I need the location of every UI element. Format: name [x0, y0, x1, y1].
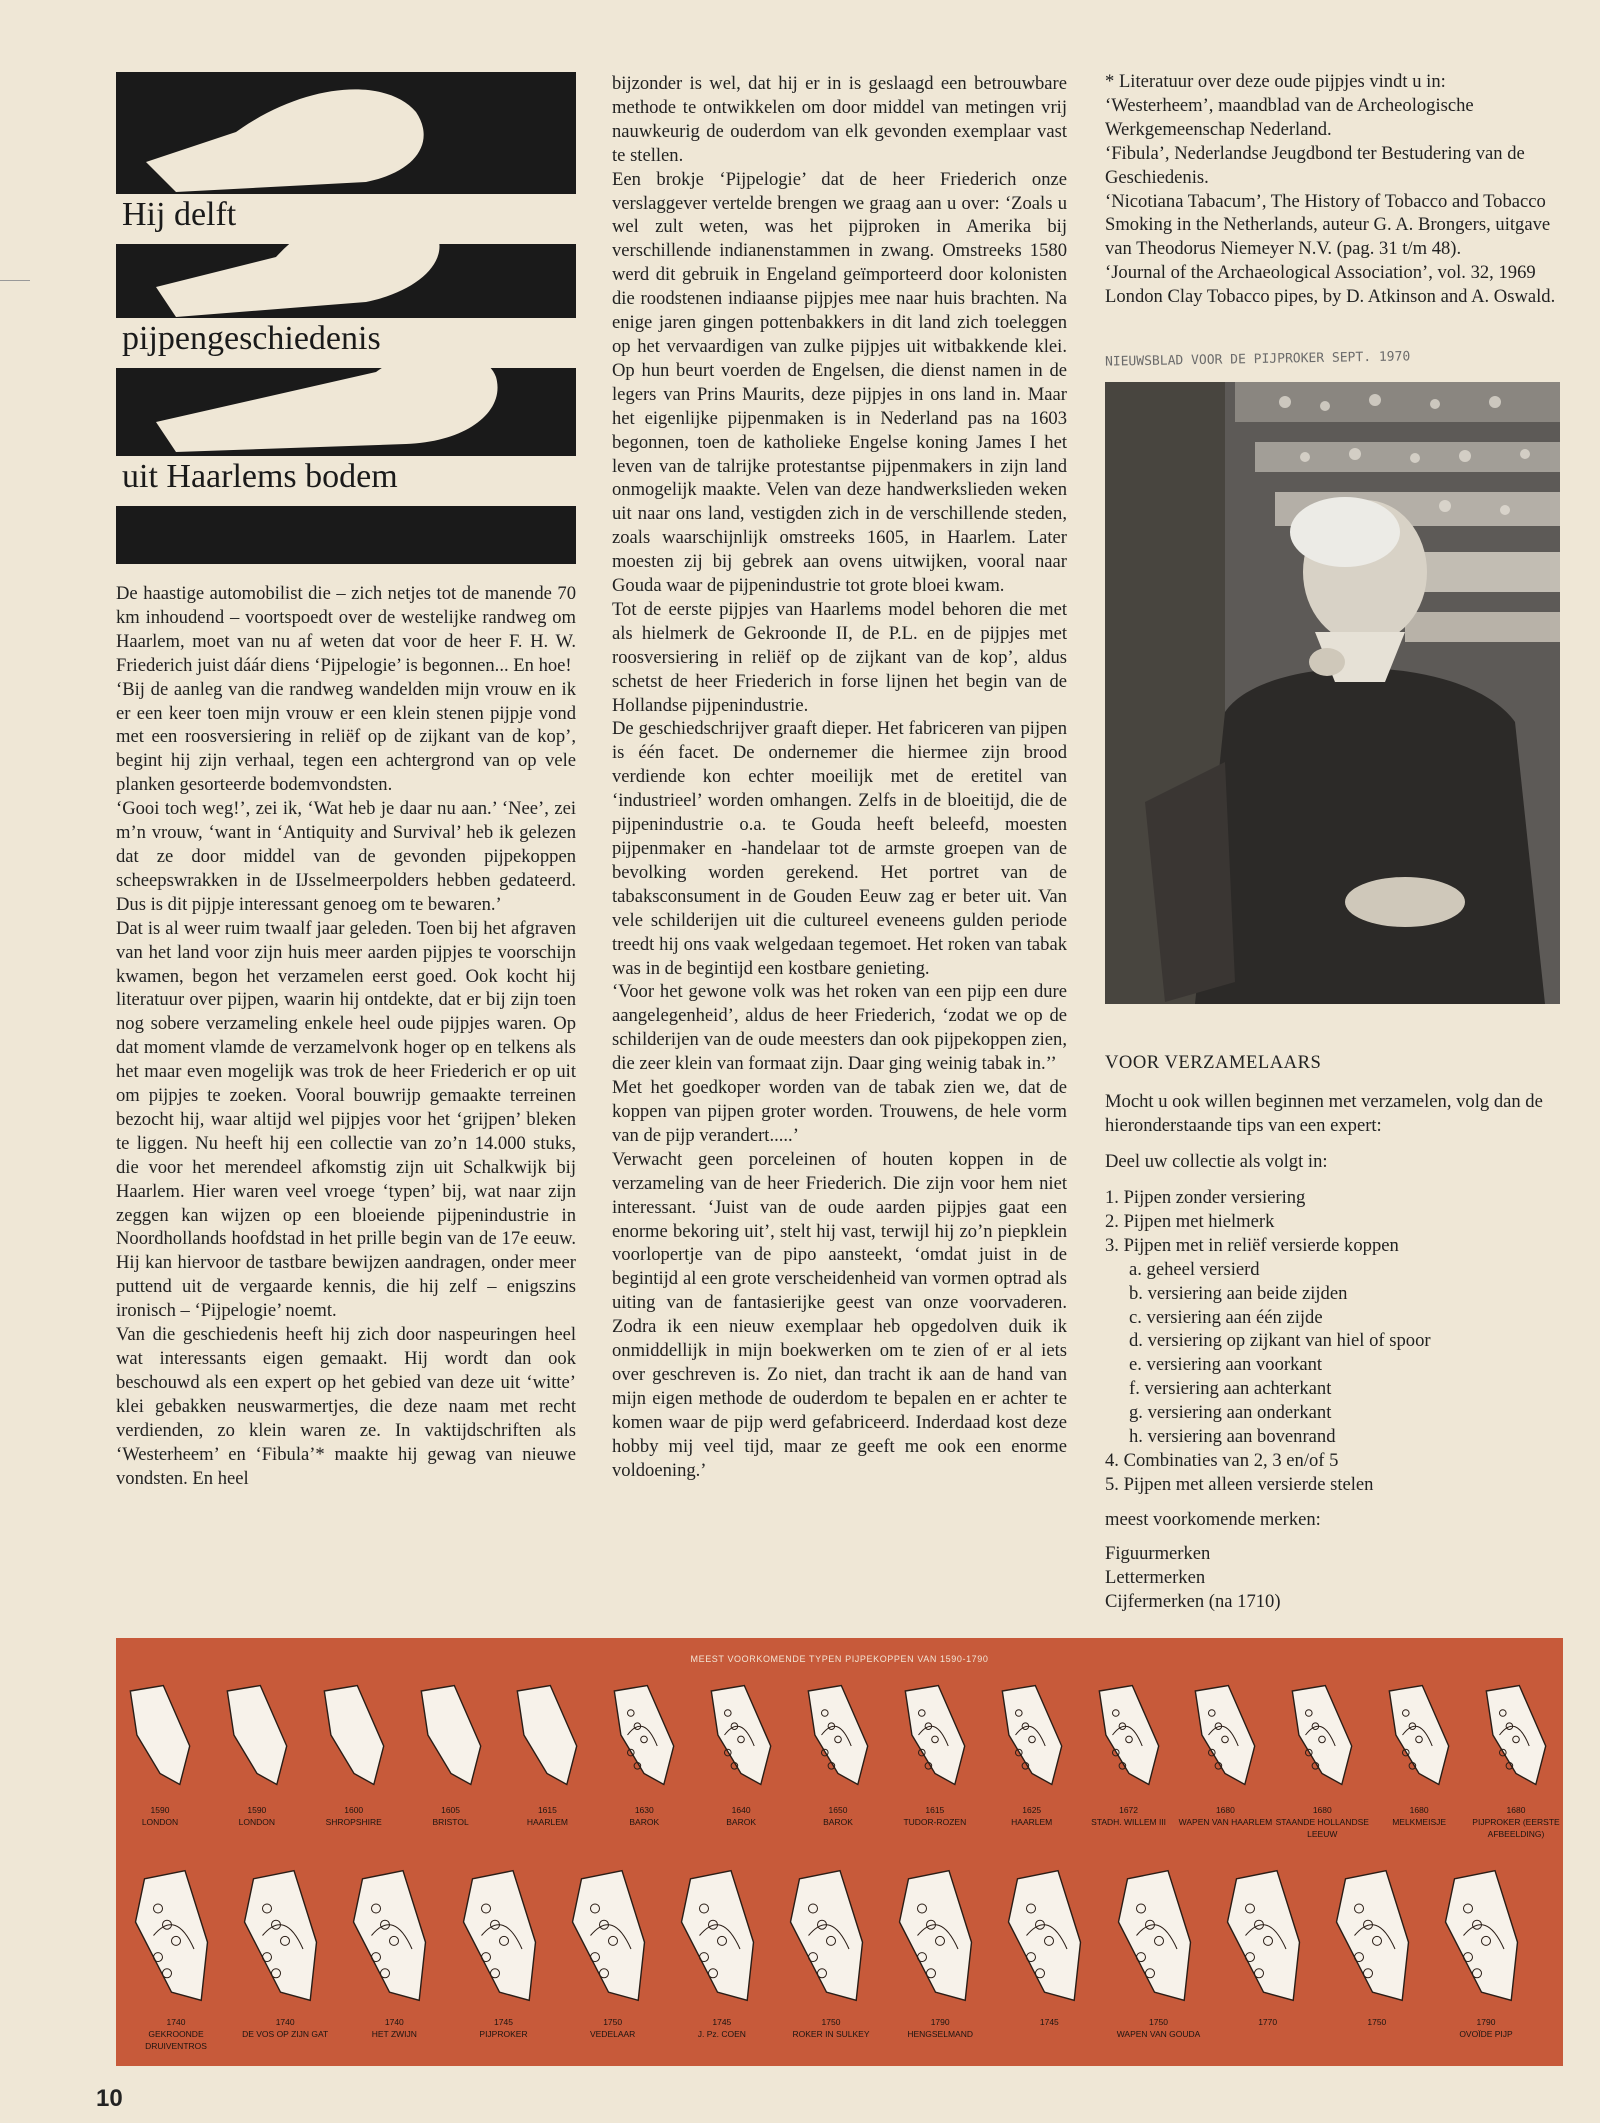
title-block	[116, 72, 576, 564]
pipe-type-label	[885, 1804, 985, 1828]
pipe-bowl-drawing	[677, 1868, 767, 2003]
list-item: a. geheel versierd	[1129, 1258, 1260, 1280]
pipe-type-year: 1740	[166, 2017, 186, 2027]
list-item: b. versiering aan beide zijden	[1129, 1282, 1348, 1304]
pipe-type-item	[240, 1868, 330, 2008]
pipe-bowl-drawing	[127, 1680, 193, 1790]
page-number: 10	[96, 2085, 123, 2112]
list-item: e. versiering aan voorkant	[1129, 1354, 1323, 1376]
panel-title: MEEST VOORKOMENDE TYPEN PIJPEKOPPEN VAN 1590-1790	[690, 1654, 989, 1664]
pipe-type-year: 1640	[731, 1805, 751, 1815]
footnote-line: ‘Journal of the Archaeological Association’, vol. 32, 1969 London Clay Tobacco pipes, by D. Atkinson and A. Oswald.	[1105, 262, 1556, 308]
pipe-type-item	[786, 1868, 876, 2008]
pipe-bowl-drawing	[349, 1868, 439, 2003]
pipe-bowl-drawing	[1192, 1680, 1258, 1790]
pipe-type-item	[1096, 1680, 1162, 1795]
list-item: 4. Combinaties van 2, 3 en/of 5	[1105, 1449, 1339, 1471]
pipe-type-item	[1386, 1680, 1452, 1795]
pipe-type-name: VEDELAAR	[589, 2029, 636, 2039]
pipe-type-name: BAROK	[629, 1817, 660, 1827]
pipe-type-item	[1332, 1868, 1422, 2008]
pipe-type-item	[127, 1680, 193, 1795]
collectors-sublist	[1105, 1258, 1431, 1449]
list-item: h. versiering aan bovenrand	[1129, 1426, 1336, 1448]
pipe-type-name: HAARLEM	[1011, 1817, 1053, 1827]
pipe-type-label	[781, 2016, 881, 2040]
pipe-type-name: WAPEN VAN HAARLEM	[1178, 1817, 1273, 1827]
collectors-heading: VOOR VERZAMELAARS	[1105, 1052, 1322, 1073]
pipe-type-year: 1740	[275, 2017, 295, 2027]
article-column-2	[612, 72, 1067, 1482]
pipe-type-label	[999, 2016, 1099, 2028]
pipe-type-year: 1590	[150, 1805, 170, 1815]
pipe-type-name: LONDON	[141, 1817, 179, 1827]
pipe-type-label	[235, 2016, 335, 2040]
pipe-type-label	[594, 1804, 694, 1828]
pipe-type-year: 1605	[441, 1805, 461, 1815]
pipe-type-name: WAPEN VAN GOUDA	[1116, 2029, 1201, 2039]
pipe-type-name: TUDOR-ROZEN	[903, 1817, 967, 1827]
paragraph: ‘Bij de aanleg van die randweg wandelden mijn vrouw en ik er een keer toen mijn vrouw er een klein stenen pijpje vond met een roosversiering in reliëf op de zijkant van de kop’, begint hij zijn verhaal, tegen een achtergrond van op vele planken gesorteerde bodemvondsten.	[116, 678, 576, 796]
pipe-type-label	[1466, 1804, 1566, 1840]
pipe-type-label	[563, 2016, 663, 2040]
paragraph: Verwacht geen porceleinen of houten koppen in de verzameling van de heer Friederich. Die zijn voor hem niet interessant. ‘Juist van de oude aarden pijpjes gaat een enorme bekoring uit’, stelt hij vast, terwijl hij zo’n piepklein voorlopertje van de pipo aansteekt, ‘omdat juist in de begintijd al een grote verscheidenheid van vormen optrad als uiting van de fantasierijke geest van onze voorvaderen. Zodra ik een nieuw exemplaar heb opgedolven duik ik onmiddellijk in mijn boekwerken om te zien of er al iets over geschreven is. Zo niet, dan tracht ik aan de hand van mijn eigen methode de ouderdom te bepalen en er achter te komen waar de pijp werd gefabriceerd. Inderdaad kost deze hobby mij veel tijd, maar ze geeft me ook een enorme voldoening.’	[612, 1148, 1067, 1481]
collectors-divide: Deel uw collectie als volgt in:	[1105, 1151, 1328, 1172]
photo-illustration	[1105, 382, 1560, 1004]
pipe-bowl-drawing	[786, 1868, 876, 2003]
pipe-bowl-drawing	[418, 1680, 484, 1790]
paragraph: ‘Gooi toch weg!’, zei ik, ‘Wat heb je daar nu aan.’ ‘Nee’, zei m’n vrouw, ‘want in ‘Antiquity and Survival’ heb ik gelezen dat ze door middel van de gevonden pijpekoppen scheepswrakken in de IJsselmeerpolders hebben gedateerd. Dus is dit pijpje interessant genoeg om te bewaren.’	[116, 798, 576, 915]
pipe-bowl-drawing	[240, 1868, 330, 2003]
pipe-bowl-drawing	[1096, 1680, 1162, 1790]
pipe-type-item	[1223, 1868, 1313, 2008]
paragraph: De haastige automobilist die – zich netjes tot de manende 70 km inhoudend – voortspoedt over de westelijke randweg om Haarlem, moet van nu af weten dat voor de heer F. H. W. Friederich juist dáár diens ‘Pijpelogie’ is begonnen... En hoe!	[116, 583, 576, 676]
pipe-type-item	[708, 1680, 774, 1795]
pipe-bowl-drawing	[514, 1680, 580, 1790]
pipe-type-year: 1625	[1022, 1805, 1042, 1815]
pipe-bowl-drawing	[1386, 1680, 1452, 1790]
list-item: 2. Pijpen met hielmerk	[1105, 1210, 1275, 1232]
pipe-type-year: 1790	[1476, 2017, 1496, 2027]
pipe-type-year: 1672	[1119, 1805, 1139, 1815]
paragraph: ‘Voor het gewone volk was het roken van een pijp een dure aangelegenheid’, aldus de heer Friederich, ‘zodat we op de schilderijen van de oude meesters dan ook pijpekoppen zien, die zeer klein van formaat zijn. Daar ging weinig tabak in.’’	[612, 981, 1067, 1075]
pipe-type-label	[497, 1804, 597, 1828]
title-line-1: Hij delft	[122, 196, 237, 233]
pipe-type-item	[459, 1868, 549, 2008]
pipe-type-label	[1436, 2016, 1536, 2040]
pipe-type-label	[207, 1804, 307, 1828]
pipe-type-year: 1650	[828, 1805, 848, 1815]
pipe-type-name: ROKER IN SULKEY	[792, 2029, 870, 2039]
pipe-type-name: HAARLEM	[526, 1817, 568, 1827]
pipe-type-item	[224, 1680, 290, 1795]
pipe-type-item	[349, 1868, 439, 2008]
pipe-type-item	[902, 1680, 968, 1795]
list-item: Cijfermerken (na 1710)	[1105, 1590, 1281, 1612]
pipe-type-label	[1109, 2016, 1209, 2040]
footnote-line: ‘Westerheem’, maandblad van de Archeologische Werkgemeenschap Nederland.	[1105, 94, 1474, 140]
pipe-type-year: 1680	[1506, 1805, 1526, 1815]
pipe-type-name: STAANDE HOLLANDSE LEEUW	[1275, 1817, 1369, 1839]
pipe-type-label	[401, 1804, 501, 1828]
pipe-type-item	[131, 1868, 221, 2008]
paragraph: Dat is al weer ruim twaalf jaar geleden. Toen bij het afgraven van het land voor zijn huis meer aarden pijpjes te voorschijn kwamen, begon het verzamelen eerst goed. Ook kocht hij literatuur over pijpen, waarin hij ontdekte, dat er bij zijn toen nog sobere verzameling enkele heel oude pijpjes waren. Op dat moment vlamde de verzamelvonk hoger op en telkens als het maar even mogelijk was trok de heer Friederich er op uit om pijpjes te zoeken. Vooral bouwrijp gemaakte terreinen bezocht hij, waar altijd wel pijpjes voor het ‘grijpen’ bleken te liggen. Nu heeft hij een collectie van zo’n 14.000 stuks, die voor het merendeel afkomstig zijn uit Schalkwijk bij Haarlem. Hier waren veel vroege ‘typen’ bij, wat naar zijn zeggen kan wijzen op een bloeiende pijpenindustrie in Noordhollands hoofdstad in het prille begin van de 17e eeuw. Hij kan hiervoor de tastbare bewijzen aandragen, onder meer puttend uit de vergaarde kennis, die hij zelf – enigszins ironisch – ‘Pijpelogie’ noemt.	[116, 917, 576, 1322]
pipe-type-item	[1114, 1868, 1204, 2008]
list-item: Lettermerken	[1105, 1566, 1206, 1588]
pipe-types-panel	[116, 1638, 1563, 2066]
pipe-bowl-drawing	[131, 1868, 221, 2003]
pipe-type-label	[1218, 2016, 1318, 2028]
pipe-type-item	[514, 1680, 580, 1795]
pipe-type-year: 1750	[603, 2017, 623, 2027]
pipe-type-year: 1680	[1312, 1805, 1332, 1815]
pipe-type-year: 1680	[1215, 1805, 1235, 1815]
pipe-type-item	[1483, 1680, 1549, 1795]
marks-list	[1105, 1542, 1281, 1614]
pipe-bowl-drawing	[902, 1680, 968, 1790]
pipe-type-item	[1004, 1868, 1094, 2008]
list-item: d. versiering op zijkant van hiel of spoor	[1129, 1330, 1431, 1352]
margin-rule	[0, 280, 30, 281]
pipe-type-name: PIJPROKER	[479, 2029, 528, 2039]
pipe-type-year: 1600	[344, 1805, 364, 1815]
title-line-2: pijpengeschiedenis	[122, 320, 381, 357]
marks-heading: meest voorkomende merken:	[1105, 1509, 1321, 1530]
pipe-type-item	[895, 1868, 985, 2008]
pipe-type-year: 1590	[247, 1805, 267, 1815]
pipe-type-label	[982, 1804, 1082, 1828]
pipe-bowl-drawing	[1483, 1680, 1549, 1790]
pipe-type-label	[1175, 1804, 1275, 1828]
photo-collector	[1105, 382, 1560, 1004]
pipe-type-name: LONDON	[238, 1817, 276, 1827]
title-line-3: uit Haarlems bodem	[122, 458, 398, 495]
pipe-type-year: 1615	[537, 1805, 557, 1815]
pipe-type-label	[1327, 2016, 1427, 2028]
pipe-type-name: BAROK	[726, 1817, 757, 1827]
footnote-literature	[1105, 70, 1560, 309]
paragraph: Van die geschiedenis heeft hij zich door naspeuringen heel wat interessants eigen gemaakt. Hij wordt dan ook beschouwd als een expert op het gebied van deze uit ‘witte’ klei gebakken neuswarmertjes, die deze naam met recht verdienden, zo klein waren ze. In vaktijdschriften als ‘Westerheem’ en ‘Fibula’* maakte hij gewag van nieuwe vondsten. En heel	[116, 1324, 576, 1489]
pipe-type-item	[568, 1868, 658, 2008]
pipe-type-year: 1750	[821, 2017, 841, 2027]
pipe-type-name: J. Pz. COEN	[697, 2029, 746, 2039]
pipe-type-year: 1745	[712, 2017, 732, 2027]
list-item: 1. Pijpen zonder versiering	[1105, 1187, 1306, 1208]
pipe-type-label	[1272, 1804, 1372, 1840]
pipe-type-year: 1790	[930, 2017, 950, 2027]
paragraph: bijzonder is wel, dat hij er in is geslaagd een betrouwbare methode te ontwikkelen om door middel van metingen vrij nauwkeurig de ouderdom van elk gevonden exemplaar vast te stellen.	[612, 73, 1067, 166]
pipe-type-year: 1680	[1409, 1805, 1429, 1815]
pipe-type-name: GEKROONDE DRUIVENTROS	[145, 2029, 207, 2051]
pipe-type-label	[1079, 1804, 1179, 1828]
pipe-bowl-drawing	[321, 1680, 387, 1790]
pipe-bowl-drawing	[224, 1680, 290, 1790]
footnote-line: ‘Nicotiana Tabacum’, The History of Tobacco and Tobacco Smoking in the Netherlands, auteur G. A. Brongers, uitgave van Theodorus Niemeyer N.V. (pag. 31 t/m 48).	[1105, 190, 1551, 260]
pipe-bowl-drawing	[1441, 1868, 1531, 2003]
pipe-type-name: HENGSELMAND	[907, 2029, 973, 2039]
pipe-bowl-drawing	[1114, 1868, 1204, 2003]
pipe-type-name: SHROPSHIRE	[325, 1817, 382, 1827]
pipe-bowl-drawing	[999, 1680, 1065, 1790]
pipe-type-name: STADH. WILLEM III	[1091, 1817, 1167, 1827]
list-item: 3. Pijpen met in reliëf versierde koppen	[1105, 1234, 1399, 1256]
list-item: g. versiering aan onderkant	[1129, 1402, 1332, 1424]
pipe-type-item	[418, 1680, 484, 1795]
article-column-1	[116, 582, 576, 1490]
collectors-list	[1105, 1186, 1431, 1497]
pipe-type-label	[304, 1804, 404, 1828]
pipe-type-label	[344, 2016, 444, 2040]
paragraph: De geschiedschrijver graaft dieper. Het fabriceren van pijpen is één facet. De ondernemer die hiermee zijn brood verdiende kon echter moeilijk met de eretitel van ‘industrieel’ worden omhangen. Zelfs in de bloeitijd, die de pijpenindustrie o.a. te Gouda heeft beleefd, moesten pijpenmaker en -handelaar tot de armste groepen van de bevolking worden gerekend. Het portret van de tabaksconsument in de Gouden Eeuw zag er beter uit. Van vele schilderijen uit die cultureel eveneens gulden periode treedt hij ons vaak welgedaan tegemoet. Het roken van tabak was in de begintijd een kostbare genieting.	[612, 718, 1067, 979]
pipe-bowl-drawing	[1223, 1868, 1313, 2003]
handwritten-source-stamp: NIEUWSBLAD VOOR DE PIJPROKER SEPT. 1970	[1104, 349, 1411, 370]
pipe-type-year: 1750	[1367, 2017, 1387, 2027]
pipe-type-year: 1615	[925, 1805, 945, 1815]
paragraph: Tot de eerste pijpjes van Haarlems model behoren die met als hielmerk de Gekroonde II, de P.L. en de pijpjes met roosversiering in reliëf op de zijkant van de kop’, aldus schetst de heer Friederich in forse lijnen het begin van de Hollandse pijpenindustrie.	[612, 598, 1067, 716]
pipe-bowl-drawing	[1332, 1868, 1422, 2003]
pipe-type-item	[611, 1680, 677, 1795]
list-item: f. versiering aan achterkant	[1129, 1378, 1332, 1400]
pipe-type-label	[126, 2016, 226, 2052]
pipe-bowl-drawing	[611, 1680, 677, 1790]
pipe-type-item	[677, 1868, 767, 2008]
pipe-type-item	[999, 1680, 1065, 1795]
pipe-bowl-drawing	[1289, 1680, 1355, 1790]
pipe-type-name: HET ZWIJN	[371, 2029, 417, 2039]
pipe-type-label	[788, 1804, 888, 1828]
paragraph: Een brokje ‘Pijpelogie’ dat de heer Friederich onze verslaggever vertelde brengen we graag aan u over: ‘Zoals u wel zult weten, was het pijproken in Amerika bij verschillende indianenstammen in zwang. Omstreeks 1580 werd dit gebruik in Engeland geïmporteerd door kolonisten die roodstenen indiaanse pijpjes mee naar huis brachten. Na enige jaren gingen pottenbakkers in dit land zich toeleggen op het vervaardigen van zulke pijpjes uit witbakkende klei. Op hun beurt voerden de Engelsen, die dienst namen in de legers van Prins Maurits, deze pijpjes in ons land in. Maar het eigenlijke pijpenmaken is in Nederland pas na 1603 begonnen, toen de katholieke Engelse koning James I het leven van de talrijke protestantse pijpenmakers in zijn land onmogelijk maakte. Velen van deze handwerkslieden weken uit naar ons land, vestigden zich in de verschillende steden, zoals waarschijnlijk omstreeks 1605, in Haarlem. Later moesten zij bij gebrek aan ovens uitwijken, vooral naar Gouda waar de pijpenindustrie tot grote bloei kwam.	[612, 168, 1067, 597]
pipe-bowl-drawing	[708, 1680, 774, 1790]
pipe-bowl-drawing	[459, 1868, 549, 2003]
pipe-type-name: OVOÏDE PIJP	[1459, 2029, 1513, 2039]
pipe-type-year: 1630	[634, 1805, 654, 1815]
pipe-type-label	[454, 2016, 554, 2040]
pipe-type-name: BAROK	[823, 1817, 853, 1827]
footnote-line: * Literatuur over deze oude pijpjes vindt u in:	[1105, 71, 1446, 92]
paragraph: Met het goedkoper worden van de tabak zien we, dat de koppen van pijpen groter worden. Trouwens, de hele vorm van de pijp verandert.....’	[612, 1077, 1067, 1146]
list-item: 5. Pijpen met alleen versierde stelen	[1105, 1473, 1374, 1495]
pipe-type-name: BRISTOL	[432, 1817, 469, 1827]
pipe-type-item	[805, 1680, 871, 1795]
pipe-type-label	[1369, 1804, 1469, 1828]
pipe-type-name: DE VOS OP ZIJN GAT	[242, 2029, 329, 2039]
pipe-bowl-drawing	[1004, 1868, 1094, 2003]
collectors-intro: Mocht u ook willen beginnen met verzamelen, volg dan de hieronderstaande tips van een expert:	[1105, 1091, 1543, 1136]
pipe-type-year: 1750	[1149, 2017, 1168, 2027]
footnote-line: ‘Fibula’, Nederlandse Jeugdbond ter Bestudering van de Geschiedenis.	[1105, 142, 1525, 188]
pipe-type-year: 1740	[384, 2017, 404, 2027]
pipe-type-label	[672, 2016, 772, 2040]
pipe-bowl-drawing	[805, 1680, 871, 1790]
pipe-type-label	[110, 1804, 210, 1828]
pipe-type-year: 1745	[1039, 2017, 1059, 2027]
list-item: Figuurmerken	[1105, 1543, 1211, 1564]
pipe-type-name: PIJPROKER (EERSTE AFBEELDING)	[1472, 1817, 1560, 1839]
pipe-type-item	[1289, 1680, 1355, 1795]
list-item: c. versiering aan één zijde	[1129, 1306, 1323, 1328]
pipe-type-year: 1745	[494, 2017, 513, 2027]
pipe-type-item	[1192, 1680, 1258, 1795]
pipe-bowl-drawing	[895, 1868, 985, 2003]
pipe-type-year: 1770	[1258, 2017, 1278, 2027]
pipe-type-name: MELKMEISJE	[1392, 1817, 1447, 1827]
pipe-type-label	[691, 1804, 791, 1828]
pipe-type-item	[1441, 1868, 1531, 2008]
pipe-type-label	[890, 2016, 990, 2040]
pipe-type-item	[321, 1680, 387, 1795]
pipe-bowl-drawing	[568, 1868, 658, 2003]
